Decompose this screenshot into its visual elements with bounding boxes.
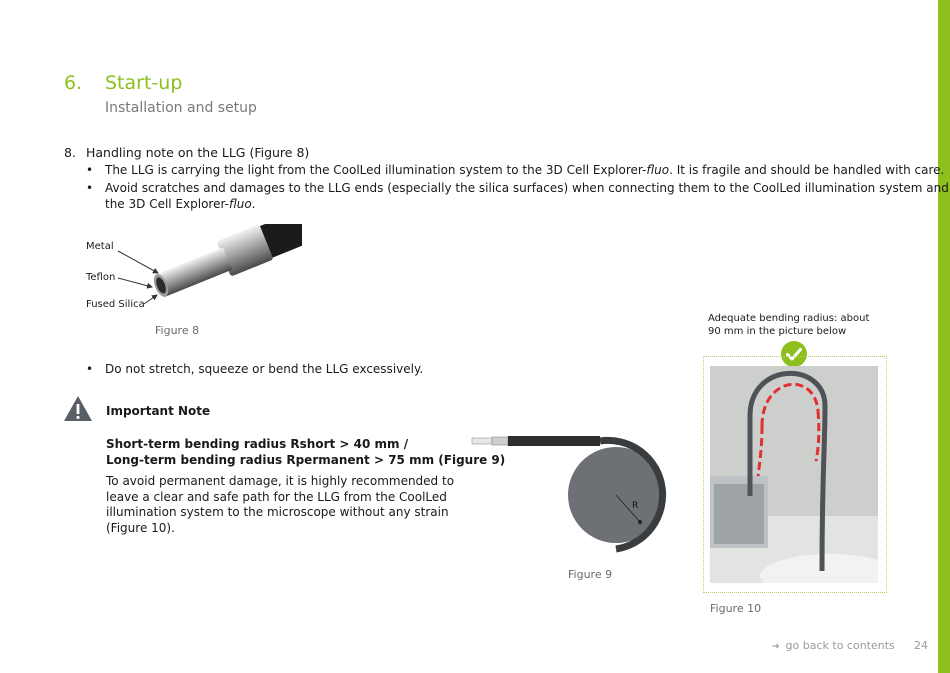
warning-triangle-icon bbox=[63, 395, 93, 423]
bullet-marker: • bbox=[86, 362, 94, 376]
figure8-llg-end-photo bbox=[150, 224, 302, 316]
bullet-scratches-post: . bbox=[251, 197, 256, 211]
label-metal: Metal bbox=[86, 241, 114, 252]
figure10-setup-photo bbox=[710, 366, 878, 583]
radius-label: R bbox=[632, 501, 639, 511]
figure10-note-line1: Adequate bending radius: about bbox=[708, 313, 870, 324]
figure9-caption: Figure 9 bbox=[568, 568, 613, 581]
bullet-fragile-text bbox=[105, 162, 944, 178]
bullet-scratches-pre: the 3D Cell Explorer- bbox=[105, 197, 229, 211]
arrow-right-icon: ➔ bbox=[772, 642, 780, 652]
bullet-scratches-line1: Avoid scratches and damages to the LLG ends (especially the silica surfaces) when connecting them to the CoolLed illumination system and bbox=[105, 181, 949, 195]
figure8-caption: Figure 8 bbox=[155, 324, 200, 337]
bullet-no-stretch: Do not stretch, squeeze or bend the LLG excessively. bbox=[105, 362, 424, 376]
bullet-marker: • bbox=[86, 163, 94, 177]
bullet-scratches-line2 bbox=[105, 196, 256, 212]
step-number: 8. bbox=[64, 145, 76, 160]
section-title: Start-up bbox=[105, 72, 183, 94]
bullet-fragile-em: fluo bbox=[646, 163, 670, 177]
long-term-radius: Long-term bending radius Rpermanent > 75 mm (Figure 9) bbox=[106, 453, 506, 467]
bullet-scratches-em: fluo bbox=[228, 197, 252, 211]
section-number: 6. bbox=[64, 72, 83, 94]
figure9-bending-radius-diagram bbox=[470, 428, 680, 558]
step-title: Handling note on the LLG (Figure 8) bbox=[86, 145, 310, 160]
short-term-radius: Short-term bending radius Rshort > 40 mm / bbox=[106, 437, 409, 451]
label-fused-silica: Fused Silica bbox=[86, 299, 145, 310]
accent-sidebar-bar bbox=[938, 0, 950, 673]
figure10-note-line2: 90 mm in the picture below bbox=[708, 326, 847, 337]
label-teflon: Teflon bbox=[86, 272, 116, 283]
bullet-fragile-pre: The LLG is carrying the light from the CoolLed illumination system to the 3D Cell Explorer- bbox=[105, 163, 647, 177]
bullet-fragile-post: . It is fragile and should be handled with care. bbox=[669, 163, 945, 177]
important-note-title: Important Note bbox=[106, 404, 211, 418]
section-subtitle: Installation and setup bbox=[105, 100, 257, 116]
go-back-to-contents-link[interactable] bbox=[772, 639, 895, 652]
figure10-caption: Figure 10 bbox=[710, 602, 762, 615]
go-back-label: go back to contents bbox=[785, 639, 895, 652]
bullet-marker: • bbox=[86, 181, 94, 195]
important-note-text: To avoid permanent damage, it is highly recommended to leave a clear and safe path for the LLG from the CoolLed illumination system to the microscope without any strain (Figure 10). bbox=[106, 474, 455, 535]
page-number: 24 bbox=[914, 639, 928, 652]
figure8-pointer-arrows bbox=[110, 245, 170, 310]
